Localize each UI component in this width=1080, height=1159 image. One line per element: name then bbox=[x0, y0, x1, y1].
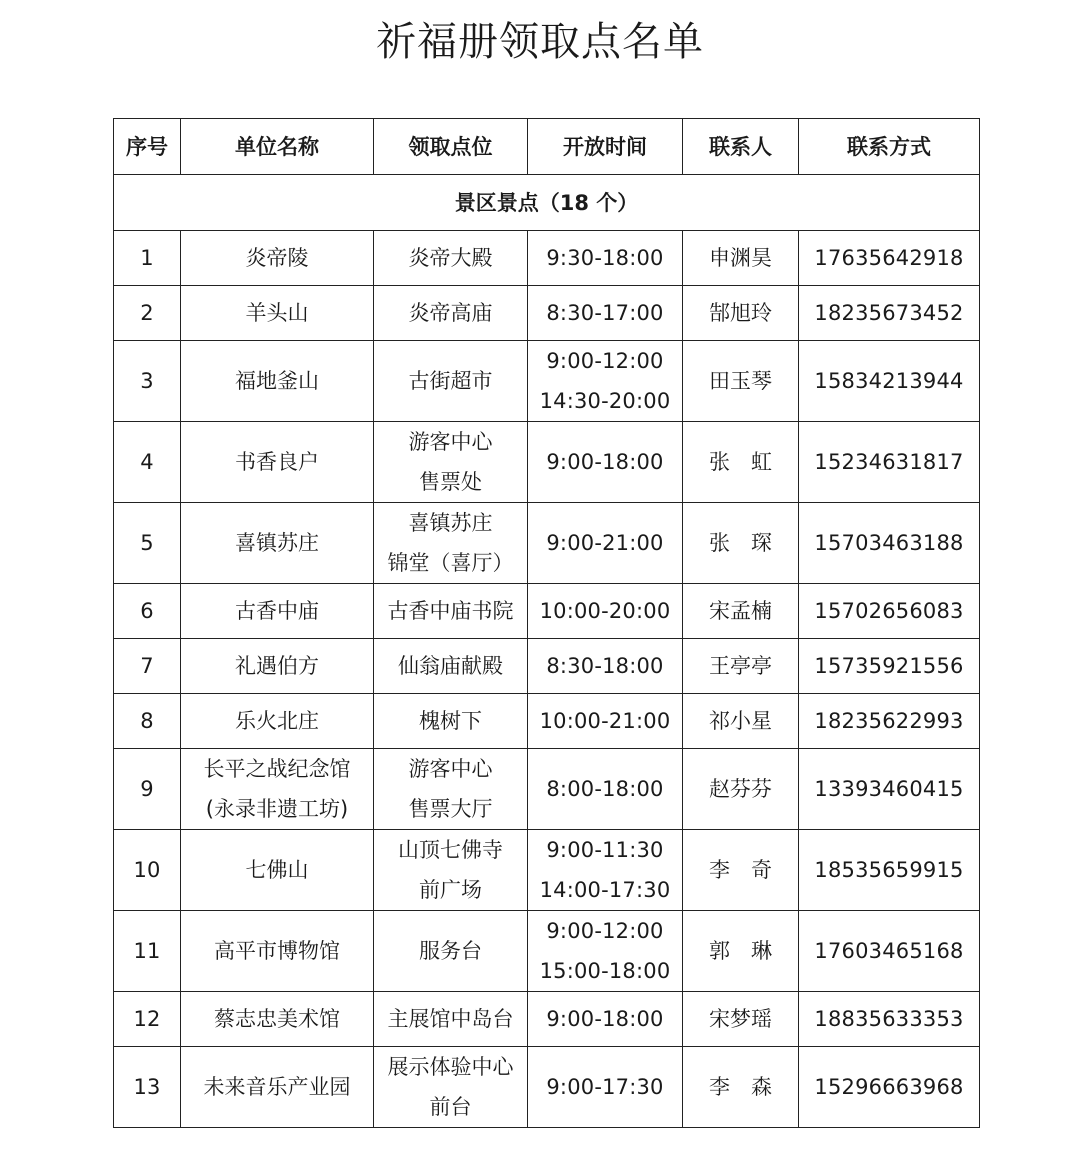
table-row bbox=[114, 1047, 980, 1128]
pickup-point bbox=[374, 830, 528, 911]
pickup-point bbox=[374, 749, 528, 830]
contact-person: 张 琛 bbox=[683, 503, 799, 584]
table-row bbox=[114, 694, 980, 749]
pickup-point-line: 展示体验中心 bbox=[387, 1055, 514, 1079]
pickup-points-table bbox=[113, 118, 980, 1128]
header-unit-name: 单位名称 bbox=[181, 119, 374, 175]
pickup-point bbox=[374, 992, 528, 1047]
contact-phone: 18235622993 bbox=[799, 694, 980, 749]
contact-person: 李 奇 bbox=[683, 830, 799, 911]
pickup-point-line: 主展馆中岛台 bbox=[387, 1007, 514, 1031]
pickup-point bbox=[374, 231, 528, 286]
contact-person: 赵芬芬 bbox=[683, 749, 799, 830]
opening-hours bbox=[528, 341, 683, 422]
contact-person: 宋梦瑶 bbox=[683, 992, 799, 1047]
contact-phone: 15703463188 bbox=[799, 503, 980, 584]
unit-name bbox=[181, 911, 374, 992]
pickup-point bbox=[374, 422, 528, 503]
opening-hours-line: 9:00-12:00 bbox=[546, 919, 664, 943]
unit-name bbox=[181, 830, 374, 911]
table-header-row bbox=[114, 119, 980, 175]
contact-phone: 18235673452 bbox=[799, 286, 980, 341]
table-row bbox=[114, 503, 980, 584]
contact-phone: 17603465168 bbox=[799, 911, 980, 992]
opening-hours bbox=[528, 422, 683, 503]
contact-person: 宋孟楠 bbox=[683, 584, 799, 639]
pickup-point bbox=[374, 694, 528, 749]
opening-hours-line: 8:00-18:00 bbox=[546, 777, 664, 801]
unit-name-line: 七佛山 bbox=[245, 858, 309, 882]
pickup-point bbox=[374, 639, 528, 694]
table-row bbox=[114, 231, 980, 286]
contact-phone: 18835633353 bbox=[799, 992, 980, 1047]
contact-phone: 15702656083 bbox=[799, 584, 980, 639]
contact-phone: 17635642918 bbox=[799, 231, 980, 286]
contact-person: 张 虹 bbox=[683, 422, 799, 503]
row-index: 10 bbox=[114, 830, 181, 911]
pickup-point bbox=[374, 286, 528, 341]
table-row bbox=[114, 911, 980, 992]
contact-phone: 18535659915 bbox=[799, 830, 980, 911]
unit-name-line: 古香中庙 bbox=[235, 599, 319, 623]
pickup-point-line: 炎帝高庙 bbox=[408, 301, 493, 325]
table-row bbox=[114, 639, 980, 694]
unit-name bbox=[181, 694, 374, 749]
unit-name bbox=[181, 341, 374, 422]
pickup-point-line: 游客中心 bbox=[408, 430, 493, 454]
contact-phone: 15296663968 bbox=[799, 1047, 980, 1128]
pickup-point-line: 仙翁庙献殿 bbox=[398, 654, 503, 678]
opening-hours bbox=[528, 639, 683, 694]
pickup-point-line: 售票处 bbox=[419, 470, 482, 494]
pickup-point-line: 前台 bbox=[429, 1095, 472, 1119]
header-contact-person: 联系人 bbox=[683, 119, 799, 175]
opening-hours-line: 8:30-17:00 bbox=[546, 301, 664, 325]
pickup-point bbox=[374, 911, 528, 992]
table-body bbox=[114, 175, 980, 1128]
table-row bbox=[114, 341, 980, 422]
unit-name-line: (永录非遗工坊) bbox=[205, 797, 349, 821]
contact-person: 祁小星 bbox=[683, 694, 799, 749]
opening-hours-line: 8:30-18:00 bbox=[546, 654, 664, 678]
pickup-point bbox=[374, 341, 528, 422]
section-row bbox=[114, 175, 980, 231]
unit-name-line: 乐火北庄 bbox=[235, 709, 319, 733]
opening-hours bbox=[528, 749, 683, 830]
pickup-point-line: 锦堂（喜厅） bbox=[387, 551, 514, 575]
unit-name-line: 羊头山 bbox=[245, 301, 309, 325]
pickup-point bbox=[374, 584, 528, 639]
header-contact-phone: 联系方式 bbox=[799, 119, 980, 175]
contact-phone: 15834213944 bbox=[799, 341, 980, 422]
header-pickup-point: 领取点位 bbox=[374, 119, 528, 175]
unit-name-line: 礼遇伯方 bbox=[235, 654, 319, 678]
opening-hours-line: 9:00-17:30 bbox=[546, 1075, 664, 1099]
row-index: 9 bbox=[114, 749, 181, 830]
unit-name-line: 长平之战纪念馆 bbox=[203, 757, 351, 781]
unit-name bbox=[181, 286, 374, 341]
opening-hours bbox=[528, 286, 683, 341]
contact-person: 郭 琳 bbox=[683, 911, 799, 992]
row-index: 13 bbox=[114, 1047, 181, 1128]
unit-name bbox=[181, 422, 374, 503]
unit-name-line: 未来音乐产业园 bbox=[203, 1075, 351, 1099]
unit-name bbox=[181, 231, 374, 286]
row-index: 7 bbox=[114, 639, 181, 694]
table-row bbox=[114, 992, 980, 1047]
pickup-point-line: 服务台 bbox=[419, 939, 482, 963]
header-opening-hours: 开放时间 bbox=[528, 119, 683, 175]
unit-name bbox=[181, 639, 374, 694]
unit-name-line: 福地釜山 bbox=[235, 369, 319, 393]
opening-hours-line: 9:00-21:00 bbox=[546, 531, 664, 555]
opening-hours bbox=[528, 830, 683, 911]
pickup-point-line: 炎帝大殿 bbox=[408, 246, 493, 270]
row-index: 5 bbox=[114, 503, 181, 584]
row-index: 4 bbox=[114, 422, 181, 503]
opening-hours bbox=[528, 694, 683, 749]
unit-name bbox=[181, 503, 374, 584]
row-index: 12 bbox=[114, 992, 181, 1047]
pickup-point bbox=[374, 1047, 528, 1128]
row-index: 2 bbox=[114, 286, 181, 341]
opening-hours-line: 10:00-20:00 bbox=[539, 599, 671, 623]
opening-hours-line: 14:00-17:30 bbox=[539, 878, 671, 902]
pickup-point-line: 游客中心 bbox=[408, 757, 493, 781]
unit-name bbox=[181, 749, 374, 830]
table-row bbox=[114, 422, 980, 503]
section-label: 景区景点（18 个） bbox=[114, 175, 980, 231]
table-row bbox=[114, 830, 980, 911]
unit-name-line: 书香良户 bbox=[235, 450, 319, 474]
page-title: 祈福册领取点名单 bbox=[376, 19, 704, 65]
table-row bbox=[114, 286, 980, 341]
opening-hours-line: 9:00-18:00 bbox=[546, 450, 664, 474]
opening-hours-line: 9:00-18:00 bbox=[546, 1007, 664, 1031]
contact-phone: 15735921556 bbox=[799, 639, 980, 694]
opening-hours-line: 10:00-21:00 bbox=[539, 709, 671, 733]
opening-hours-line: 14:30-20:00 bbox=[539, 389, 671, 413]
contact-person: 王亭亭 bbox=[683, 639, 799, 694]
header-index: 序号 bbox=[114, 119, 181, 175]
opening-hours bbox=[528, 584, 683, 639]
contact-person: 郜旭玲 bbox=[683, 286, 799, 341]
row-index: 6 bbox=[114, 584, 181, 639]
opening-hours-line: 9:00-11:30 bbox=[546, 838, 664, 862]
row-index: 11 bbox=[114, 911, 181, 992]
table-row bbox=[114, 584, 980, 639]
opening-hours-line: 9:30-18:00 bbox=[546, 246, 664, 270]
opening-hours bbox=[528, 1047, 683, 1128]
row-index: 8 bbox=[114, 694, 181, 749]
unit-name bbox=[181, 1047, 374, 1128]
unit-name-line: 炎帝陵 bbox=[245, 246, 309, 270]
contact-person: 田玉琴 bbox=[683, 341, 799, 422]
contact-person: 李 森 bbox=[683, 1047, 799, 1128]
contact-phone: 15234631817 bbox=[799, 422, 980, 503]
unit-name-line: 蔡志忠美术馆 bbox=[214, 1007, 340, 1031]
contact-phone: 13393460415 bbox=[799, 749, 980, 830]
opening-hours bbox=[528, 992, 683, 1047]
opening-hours-line: 9:00-12:00 bbox=[546, 349, 664, 373]
pickup-point bbox=[374, 503, 528, 584]
contact-person: 申渊昊 bbox=[683, 231, 799, 286]
pickup-point-line: 槐树下 bbox=[419, 709, 482, 733]
pickup-point-line: 古街超市 bbox=[408, 369, 493, 393]
unit-name-line: 高平市博物馆 bbox=[214, 939, 340, 963]
row-index: 1 bbox=[114, 231, 181, 286]
pickup-point-line: 山顶七佛寺 bbox=[398, 838, 503, 862]
opening-hours bbox=[528, 231, 683, 286]
pickup-point-line: 前广场 bbox=[419, 878, 482, 902]
opening-hours-line: 15:00-18:00 bbox=[539, 959, 671, 983]
row-index: 3 bbox=[114, 341, 181, 422]
unit-name bbox=[181, 992, 374, 1047]
unit-name bbox=[181, 584, 374, 639]
opening-hours bbox=[528, 911, 683, 992]
opening-hours bbox=[528, 503, 683, 584]
table-row bbox=[114, 749, 980, 830]
pickup-point-line: 古香中庙书院 bbox=[387, 599, 514, 623]
unit-name-line: 喜镇苏庄 bbox=[235, 531, 319, 555]
pickup-point-line: 喜镇苏庄 bbox=[408, 511, 493, 535]
pickup-point-line: 售票大厅 bbox=[408, 797, 493, 821]
